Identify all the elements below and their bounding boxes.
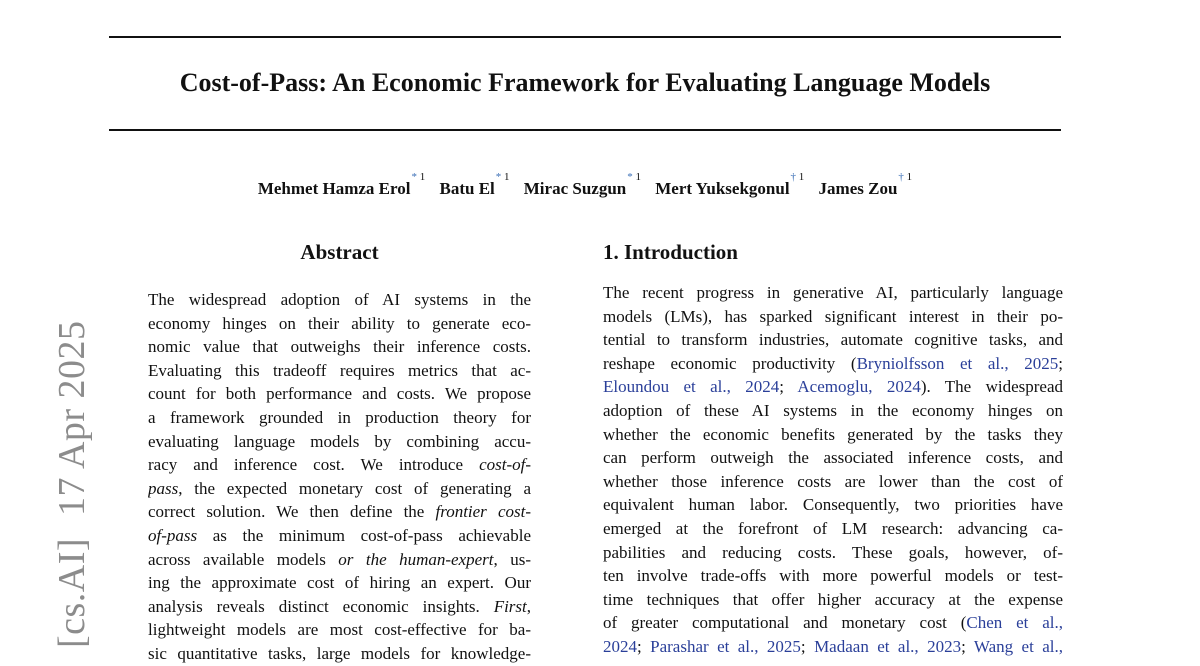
- text-line: analysis reveals distinct economic insights. First,: [148, 596, 531, 616]
- text-line: lightweight models are most cost-effective for ba-: [148, 620, 531, 640]
- text-line: economy hinges on their ability to generate eco-: [148, 313, 531, 333]
- text-line: models (LMs), has sparked significant interest in their po-: [603, 306, 1063, 326]
- citation-link[interactable]: Madaan et al., 2023: [814, 636, 962, 656]
- arxiv-stamp: [52, 320, 92, 648]
- affiliation-marker: * 1: [411, 171, 426, 183]
- text-line: The widespread adoption of AI systems in the: [148, 290, 531, 309]
- text-line: racy and inference cost. We introduce cost-of-: [148, 455, 531, 475]
- text-line: correct solution. We then define the frontier cost-: [148, 502, 531, 522]
- abstract-section: [148, 238, 531, 666]
- text-line: of-pass as the minimum cost-of-pass achievable: [148, 525, 531, 545]
- title-bottom-rule: [109, 129, 1061, 131]
- text-line: Eloundou et al., 2024; Acemoglu, 2024). The widespread: [603, 377, 1063, 397]
- introduction-text: [603, 281, 1063, 659]
- affiliation-marker: * 1: [495, 171, 510, 183]
- citation-link[interactable]: Acemoglu, 2024: [797, 377, 921, 397]
- text-line: reshape economic productivity (Bryniolfsson et al., 2025;: [603, 353, 1063, 373]
- section-heading: 1. Introduction: [603, 240, 738, 264]
- text-line: ing the approximate cost of hiring an expert. Our: [148, 573, 531, 593]
- affiliation-marker: * 1: [627, 171, 641, 183]
- text-line: can perform outweigh the associated inference costs, and: [603, 448, 1063, 468]
- arxiv-category: [cs.AI]: [51, 537, 93, 648]
- text-line: pabilities and reducing costs. These goals, however, of-: [603, 542, 1063, 562]
- text-line: ten involve trade-offs with more powerful models or test-: [603, 566, 1063, 586]
- citation-link[interactable]: Wang et al.,: [973, 636, 1063, 656]
- arxiv-date: 17 Apr 2025: [51, 320, 93, 516]
- text-line: tential to transform industries, automate cognitive tasks, and: [603, 330, 1063, 350]
- author-name: Batu El: [439, 178, 495, 198]
- author-list: [0, 172, 1170, 201]
- author: [818, 171, 913, 198]
- citation-link[interactable]: 2024: [603, 636, 637, 656]
- text-line: of greater computational and monetary cost (Chen et al.,: [603, 613, 1063, 633]
- text-line: nomic value that outweighs their inference costs.: [148, 337, 531, 357]
- title-top-rule: [109, 36, 1061, 38]
- citation-link[interactable]: Chen et al.,: [966, 613, 1063, 633]
- abstract-text: [148, 288, 531, 666]
- text-line: equivalent human labor. Consequently, two priorities have: [603, 495, 1063, 515]
- affiliation-marker: † 1: [898, 171, 913, 183]
- citation-link[interactable]: Parashar et al., 2025: [650, 636, 801, 656]
- text-line: whether the economic benefits generated by the tasks they: [603, 424, 1063, 444]
- text-line: whether those inference costs are lower than the cost of: [603, 471, 1063, 491]
- text-line: count for both performance and costs. We propose: [148, 384, 531, 404]
- abstract-heading: Abstract: [300, 240, 379, 264]
- text-line: adoption of these AI systems in the economy hinges on: [603, 400, 1063, 420]
- affiliation-marker: † 1: [790, 171, 805, 183]
- text-line: pass, the expected monetary cost of generating a: [148, 478, 531, 498]
- author: [523, 171, 641, 198]
- text-line: time techniques that offer higher accuracy at the expense: [603, 589, 1063, 609]
- author-name: Mert Yuksekgonul: [655, 178, 790, 198]
- text-line: sic quantitative tasks, large models for knowledge-: [148, 643, 531, 663]
- author-name: Mirac Suzgun: [523, 178, 627, 198]
- citation-link[interactable]: Bryniolfsson et al., 2025: [856, 353, 1059, 373]
- text-line: a framework grounded in production theory for: [148, 407, 531, 427]
- author-name: James Zou: [818, 178, 898, 198]
- text-line: across available models or the human-expert, us-: [148, 549, 531, 569]
- text-line: Evaluating this tradeoff requires metrics that ac-: [148, 360, 531, 380]
- author: [655, 171, 805, 198]
- text-line: evaluating language models by combining accu-: [148, 431, 531, 451]
- text-line: The recent progress in generative AI, particularly language: [603, 283, 1063, 302]
- text-line: 2024; Parashar et al., 2025; Madaan et al., 2023; Wang et al.,: [603, 636, 1063, 656]
- introduction-section: [603, 238, 1063, 659]
- author: [257, 171, 426, 198]
- citation-link[interactable]: Eloundou et al., 2024: [603, 377, 780, 397]
- author-name: Mehmet Hamza Erol: [257, 178, 411, 198]
- text-line: emerged at the forefront of LM research: advancing ca-: [603, 518, 1063, 538]
- author: [439, 171, 510, 198]
- paper-title: Cost-of-Pass: An Economic Framework for Evaluating Language Models: [179, 68, 991, 97]
